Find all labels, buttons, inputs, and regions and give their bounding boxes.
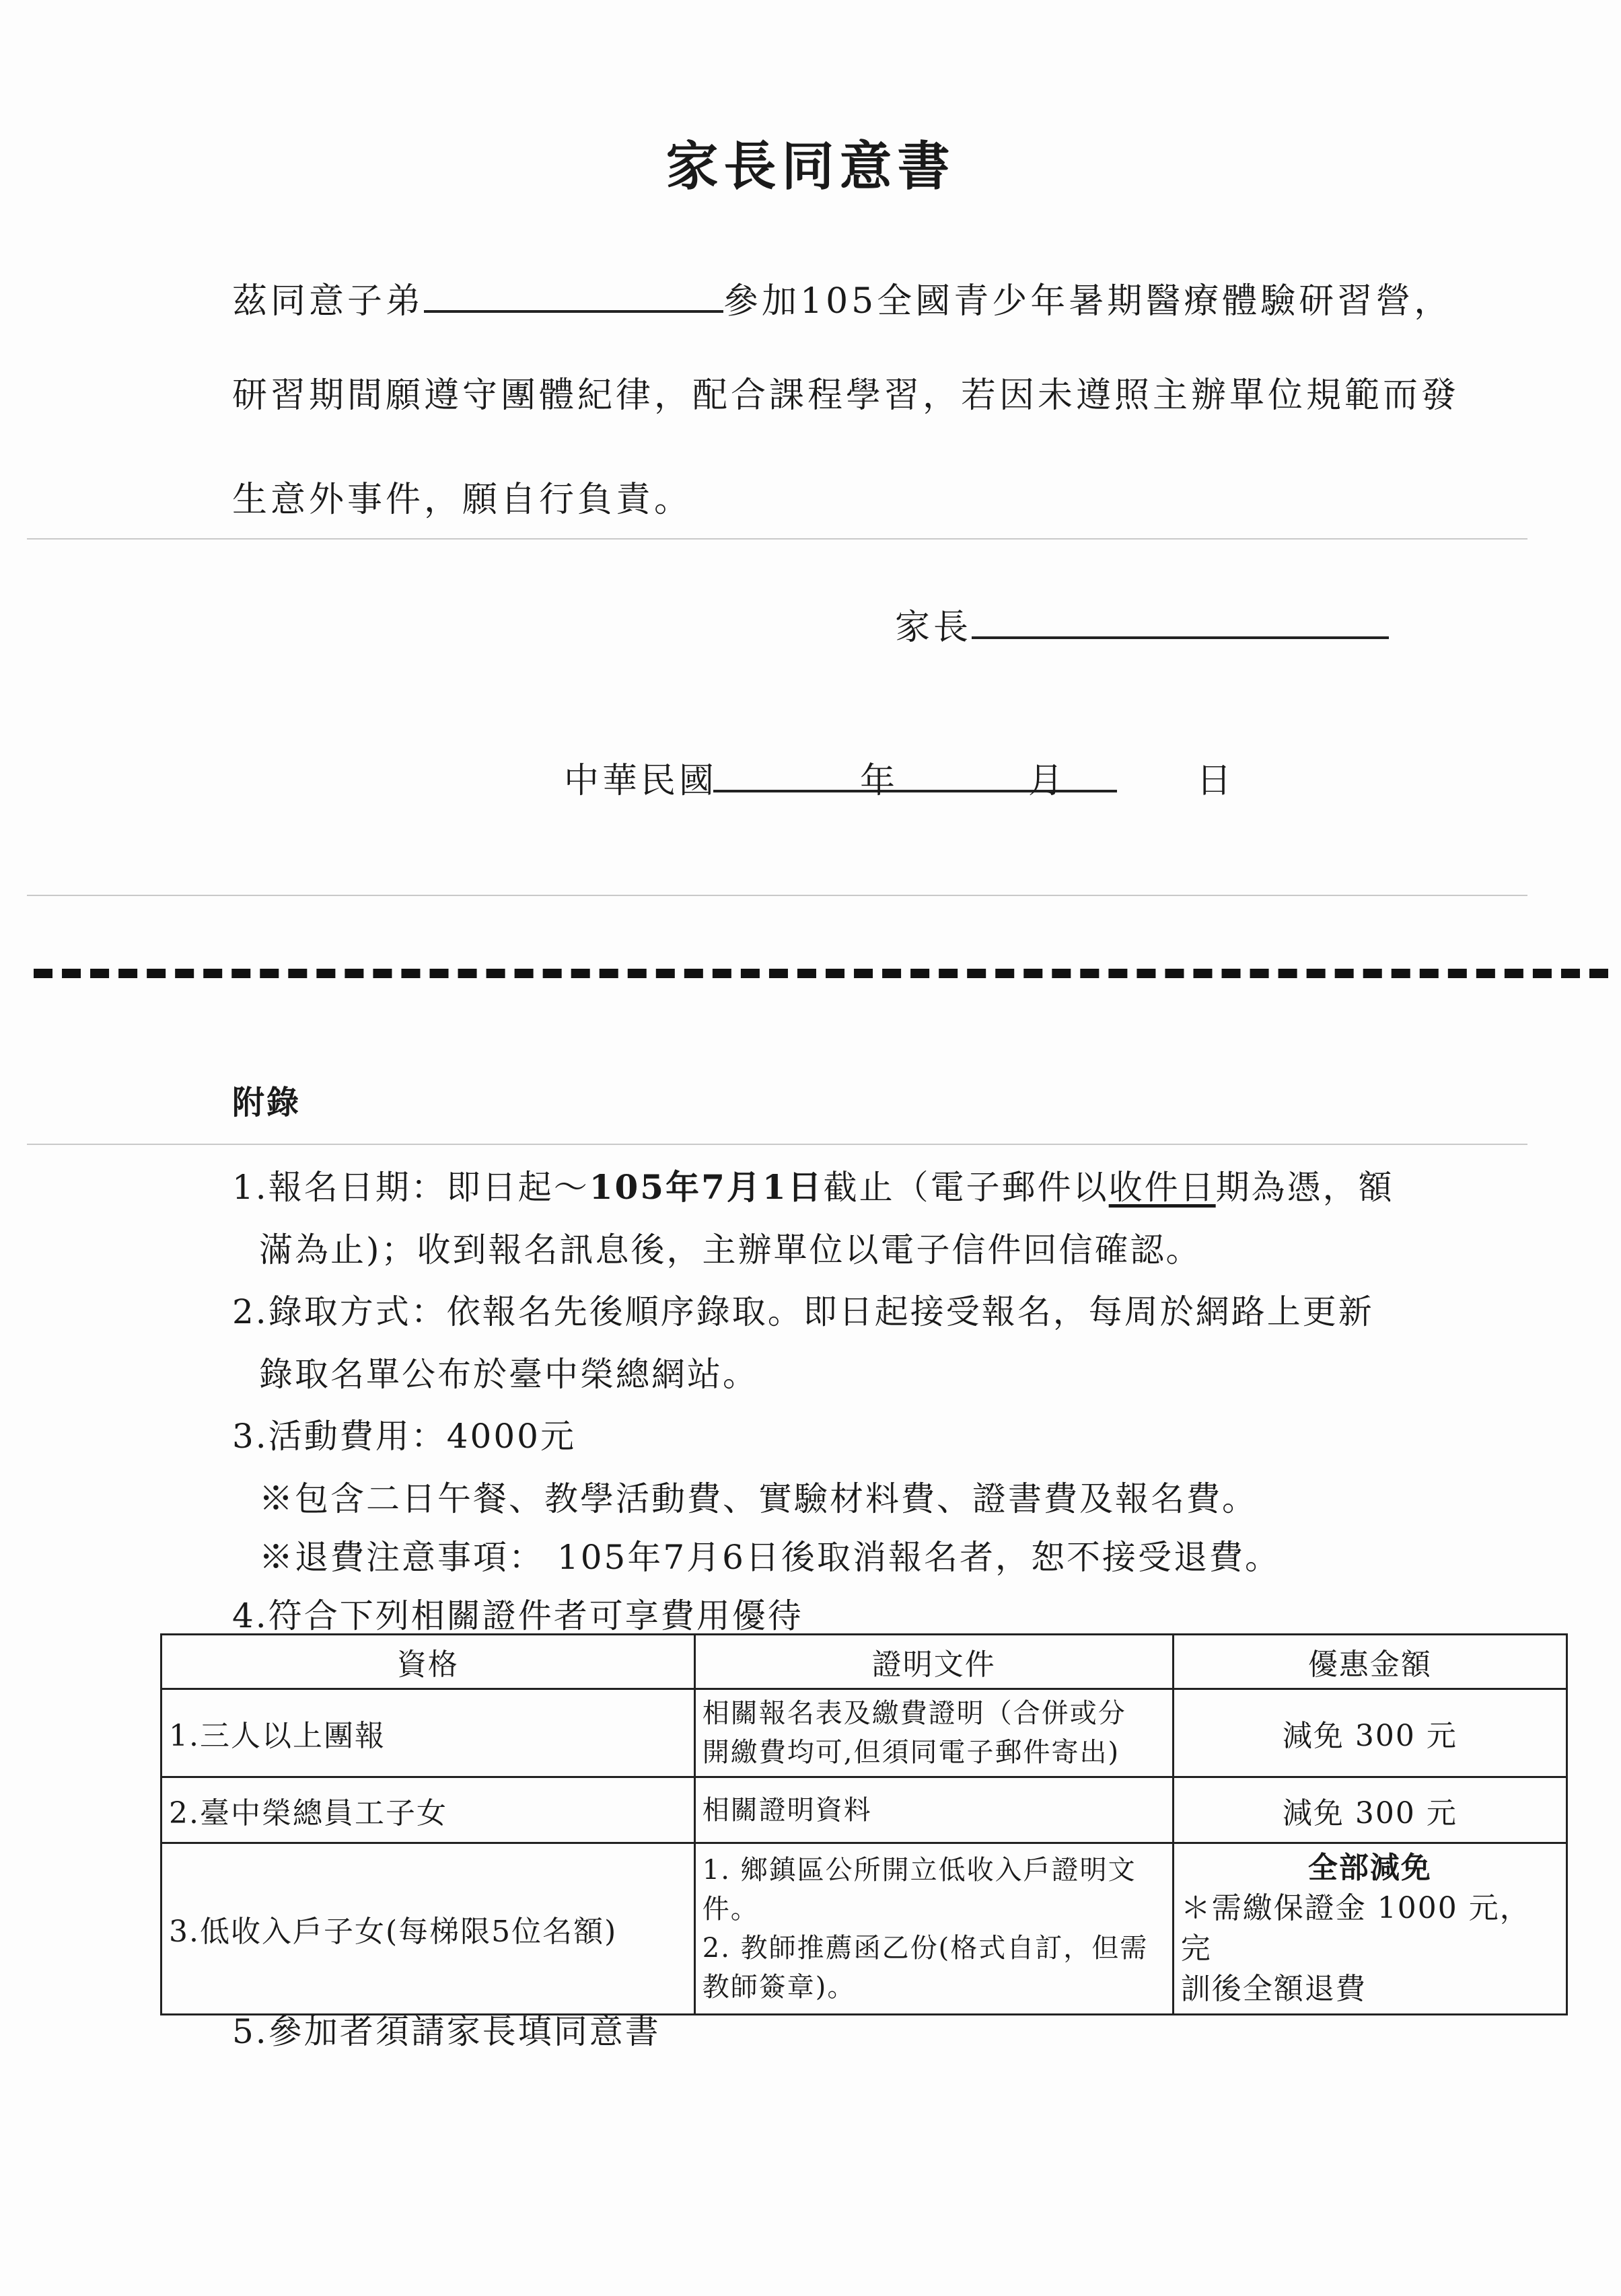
consent-line-3: 生意外事件，願自行負責。 bbox=[232, 480, 693, 520]
doc-line: 相關報名表及繳費證明（合併或分 bbox=[702, 1698, 1126, 1729]
appendix-item-3-note-1: ※包含二日午餐、教學活動費、實驗材料費、證書費及報名費。 bbox=[259, 1479, 1258, 1518]
scan-artifact-line bbox=[27, 1144, 1527, 1145]
header-qualification: 資格 bbox=[161, 1635, 695, 1689]
documents-cell: 相關證明資料 bbox=[694, 1777, 1173, 1843]
table-header-row bbox=[161, 1635, 1567, 1689]
discount-cell: 減免 300 元 bbox=[1173, 1777, 1566, 1843]
parent-signature-row bbox=[895, 599, 1389, 649]
item1-underlined: 收件日 bbox=[1108, 1168, 1216, 1207]
consent-line-2: 研習期間願遵守團體紀律，配合課程學習，若因未遵照主辦單位規範而發 bbox=[232, 375, 1460, 416]
qualification-cell: 1.三人以上團報 bbox=[161, 1689, 695, 1777]
header-discount: 優惠金額 bbox=[1173, 1635, 1566, 1689]
appendix-item-5: 5.參加者須請家長填同意書 bbox=[232, 2012, 661, 2051]
parent-signature-blank[interactable] bbox=[972, 607, 1389, 639]
discount-cell bbox=[1173, 1843, 1566, 2015]
qualification-cell: 3.低收入戶子女(每梯限5位名額) bbox=[161, 1843, 695, 2015]
item1-text: 截止（電子郵件以 bbox=[823, 1168, 1109, 1207]
document-title: 家長同意書 bbox=[665, 136, 956, 197]
date-month-label: 月 bbox=[1028, 761, 1067, 801]
consent-line-1 bbox=[232, 272, 1452, 323]
appendix-item-2-line-2: 錄取名單公布於臺中榮總網站。 bbox=[259, 1355, 758, 1394]
discount-line: 全部減免 bbox=[1307, 1851, 1432, 1885]
parent-label: 家長 bbox=[895, 607, 972, 648]
discount-line: ＊需繳保證金 1000 元，完 bbox=[1180, 1891, 1531, 1966]
appendix-item-1-line-2: 滿為止)；收到報名訊息後，主辦單位以電子信件回信確認。 bbox=[259, 1230, 1202, 1269]
appendix-item-3-note-2: ※退費注意事項： 105年7月6日後取消報名者，恕不接受退費。 bbox=[259, 1538, 1281, 1577]
child-name-blank[interactable] bbox=[424, 281, 723, 313]
item1-text-end: 期為憑，額 bbox=[1215, 1168, 1394, 1207]
documents-cell bbox=[694, 1689, 1173, 1777]
date-year-label: 年 bbox=[860, 761, 899, 801]
table-row bbox=[161, 1843, 1567, 2015]
documents-cell bbox=[694, 1843, 1173, 2015]
table-row bbox=[161, 1777, 1567, 1843]
consent-prefix: 茲同意子弟 bbox=[232, 281, 425, 322]
header-documents: 證明文件 bbox=[694, 1635, 1173, 1689]
qualification-cell: 2.臺中榮總員工子女 bbox=[161, 1777, 695, 1843]
discount-table bbox=[160, 1633, 1568, 2015]
scan-artifact-line bbox=[27, 895, 1527, 896]
appendix-item-2: 2.錄取方式：依報名先後順序錄取。即日起接受報名，每周於網路上更新 bbox=[232, 1292, 1374, 1331]
appendix-item-3: 3.活動費用：4000元 bbox=[232, 1417, 576, 1456]
date-day-label: 日 bbox=[1196, 761, 1235, 801]
date-row bbox=[564, 752, 1237, 799]
appendix-item-1 bbox=[232, 1160, 1394, 1209]
item1-label: 1.報名日期：即日起～ bbox=[232, 1168, 589, 1207]
doc-line: 教師簽章)。 bbox=[702, 1972, 856, 2003]
cut-line-divider bbox=[34, 969, 1608, 978]
appendix-item-4: 4.符合下列相關證件者可享費用優待 bbox=[232, 1596, 803, 1635]
doc-line: 2. 教師推薦函乙份(格式自訂，但需 bbox=[702, 1933, 1149, 1964]
doc-line: 件。 bbox=[702, 1894, 759, 1925]
table-row bbox=[161, 1689, 1567, 1777]
item1-deadline: 105年7月1日 bbox=[589, 1167, 824, 1207]
scan-artifact-line bbox=[27, 538, 1527, 540]
date-prefix: 中華民國 bbox=[564, 761, 718, 801]
consent-suffix: 參加105全國青少年暑期醫療體驗研習營， bbox=[723, 281, 1453, 322]
appendix-heading: 附錄 bbox=[232, 1084, 301, 1121]
discount-cell: 減免 300 元 bbox=[1173, 1689, 1566, 1777]
doc-line: 1. 鄉鎮區公所開立低收入戶證明文 bbox=[702, 1855, 1137, 1886]
discount-line: 訓後全額退費 bbox=[1180, 1972, 1367, 2006]
doc-line: 開繳費均可,但須同電子郵件寄出) bbox=[702, 1737, 1120, 1768]
